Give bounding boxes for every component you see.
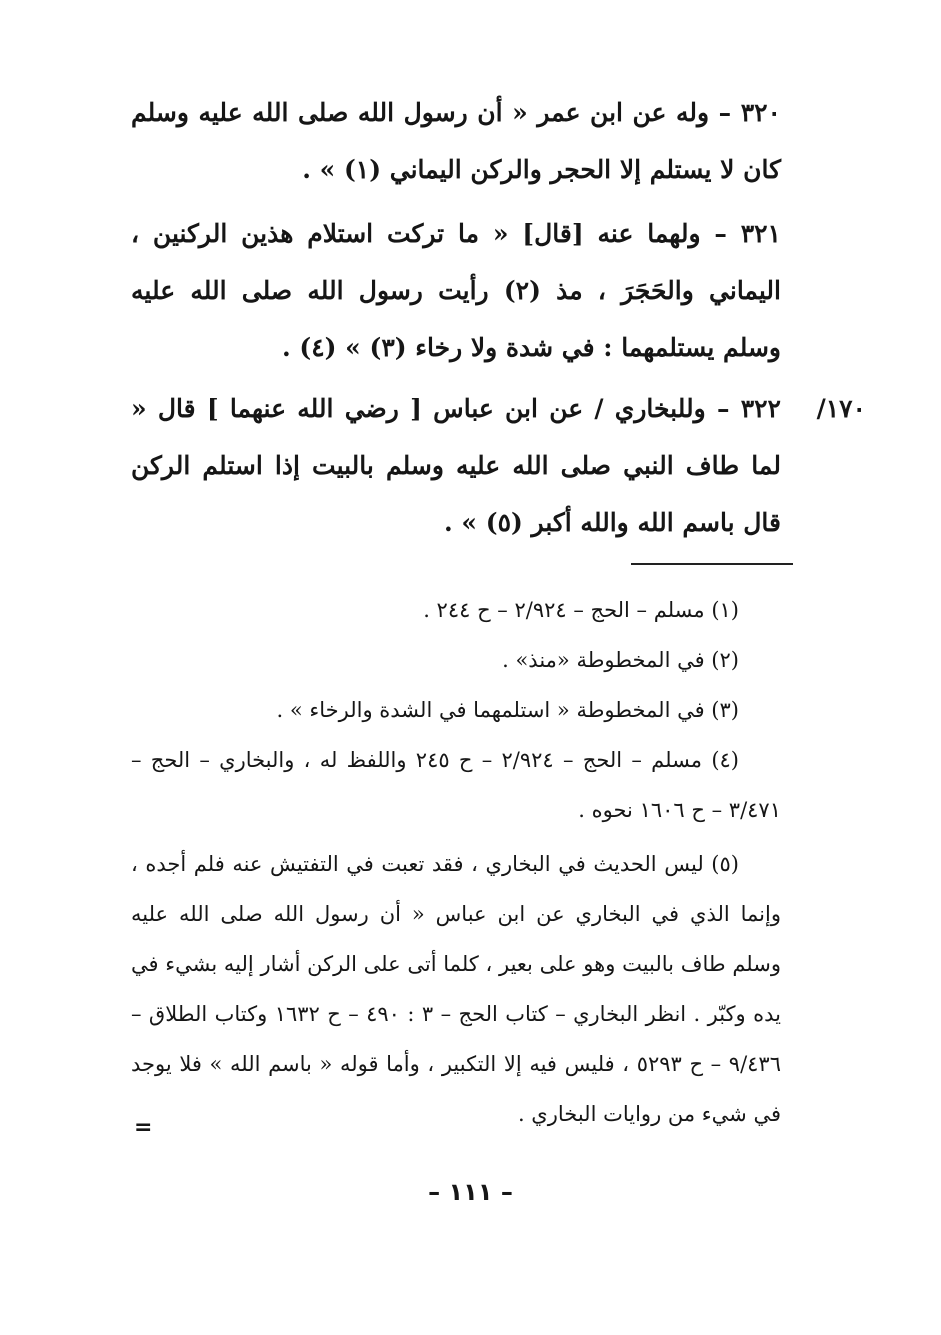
footnote-2: (٢) في المخطوطة «منذ» . <box>502 648 739 672</box>
hadith-320 <box>131 84 781 198</box>
footnote-5: (٥) ليس الحديث في البخاري ، فقد تعبت في التفتيش عنه فلم أجده ، وإنما الذي في البخاري عن ابن عباس « أن رسول الله صلى الله عليه وسلم طاف بالبيت وهو على بعير ، كلما أتى على الركن أشار إليه بشيء في يده وكبّر . انظر البخاري – كتاب الحج – ٣ : ٤٩٠ – ح ١٦٣٢ وكتاب الطلاق – ٩/٤٣٦ – ح ٥٢٩٣ ، فليس فيه إلا التكبير ، وأما قوله « باسم الله » فلا يوجد في شيء من روايات البخاري . <box>131 852 781 1126</box>
manuscript-folio-reference: ١٧٠/ <box>816 394 866 423</box>
hadith-320-text: ٣٢٠ – وله عن ابن عمر « أن رسول الله صلى الله عليه وسلم كان لا يستلم إلا الحجر والركن اليماني (١) » . <box>131 98 781 184</box>
footnote-separator <box>631 563 793 565</box>
hadith-322 <box>131 380 781 551</box>
hadith-321-text: ٣٢١ – ولهما عنه [قال] « ما تركت استلام هذين الركنين ، اليماني والحَجَرَ ، مذ (٢) رأيت رسول الله صلى الله عليه وسلم يستلمهما : في شدة ولا رخاء (٣) » (٤) . <box>131 219 781 362</box>
footnote-1: (١) مسلم – الحج – ٢/٩٢٤ – ح ٢٤٤ . <box>423 598 739 622</box>
page-number: – ١١١ – <box>428 1178 513 1206</box>
hadith-321 <box>131 205 781 376</box>
footnote-4: (٤) مسلم – الحج – ٢/٩٢٤ – ح ٢٤٥ واللفظ له ، والبخاري – الحج – ٣/٤٧١ – ح ١٦٠٦ نحوه . <box>131 748 781 822</box>
footnote-3: (٣) في المخطوطة « استلمهما في الشدة والرخاء » . <box>276 698 739 722</box>
hadith-322-text: ٣٢٢ – وللبخاري / عن ابن عباس [ رضي الله عنهما ] قال « لما طاف النبي صلى الله عليه وسلم بالبيت إذا استلم الركن قال باسم الله والله أكبر (٥) » . <box>131 394 781 537</box>
continuation-mark: = <box>134 1115 153 1140</box>
footnotes <box>131 585 781 1139</box>
